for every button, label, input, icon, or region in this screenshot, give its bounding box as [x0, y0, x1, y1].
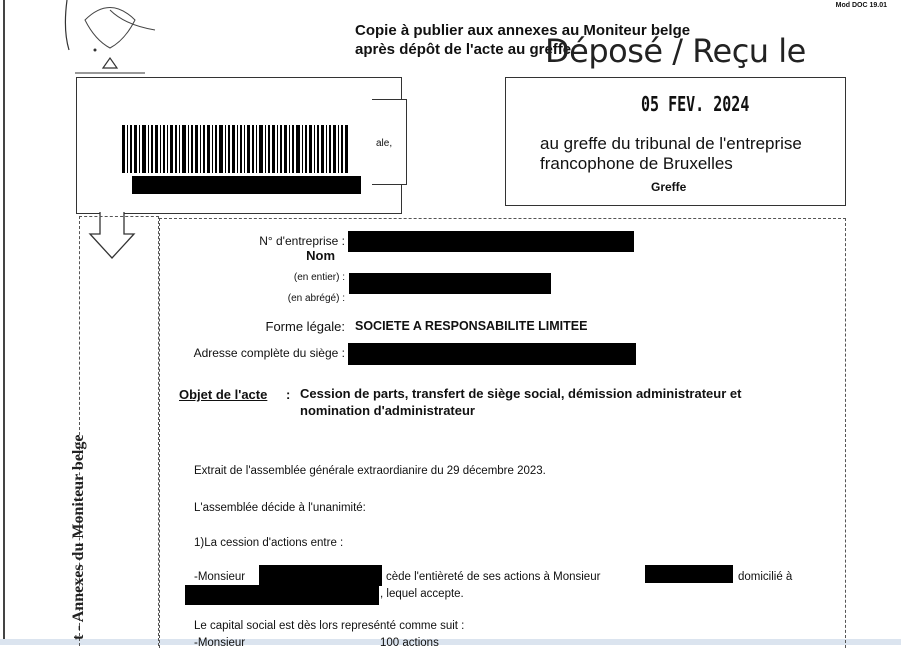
- margin-frame: [79, 216, 159, 646]
- redaction-address: [348, 343, 636, 365]
- crest-logo: [55, 0, 165, 80]
- body-cession-text: cède l'entièreté de ses actions à Monsieur: [386, 571, 601, 583]
- objet-line1: Cession de parts, transfert de siège social, démission administrateur et: [300, 386, 742, 401]
- stamp-date: 05 FEV. 2024: [641, 92, 750, 116]
- barcode: [122, 125, 362, 175]
- bracket-partial-text: ale,: [376, 138, 393, 149]
- body-p2: L'assemblée décide à l'unanimité:: [194, 502, 366, 514]
- stamp-greffe: Greffe: [651, 180, 687, 194]
- stamp-court-line2: francophone de Bruxelles: [540, 154, 733, 173]
- copy-notice-line1: Copie à publier aux annexes au Moniteur belge: [355, 22, 691, 39]
- body-p1: Extrait de l'assemblée générale extraordianire du 29 décembre 2023.: [194, 465, 546, 477]
- body-p7b: 100 actions: [380, 637, 439, 649]
- en-entier-label: (en entier) :: [293, 272, 345, 283]
- en-abrege-label: (en abrégé) :: [287, 293, 345, 304]
- enterprise-no-label: N° d'entreprise :: [259, 234, 345, 248]
- redaction-seller: [259, 565, 382, 586]
- objet-label: Objet de l'acte: [179, 387, 268, 402]
- model-reference: Mod DOC 19.01: [835, 2, 887, 9]
- adresse-label: Adresse complète du siège :: [193, 346, 345, 360]
- vertical-annex-text: t - Annexes du Moniteur belge: [70, 434, 87, 640]
- body-domicilie: domicilié à: [738, 571, 793, 583]
- copy-notice-line2: après dépôt de l'acte au greffe: [355, 41, 572, 58]
- body-p3: 1)La cession d'actions entre :: [194, 537, 344, 549]
- redaction-buyer-address: [185, 585, 379, 605]
- redaction-company-name: [349, 273, 551, 294]
- nom-label: Nom: [306, 248, 335, 263]
- objet-line2: nomination d'administrateur: [300, 403, 475, 418]
- redaction-barcode-id: [132, 176, 361, 194]
- redaction-enterprise-no: [348, 231, 634, 252]
- body-p7a: -Monsieur: [194, 637, 246, 649]
- page-edge-line: [3, 0, 5, 645]
- body-lequel-accepte: , lequel accepte.: [380, 588, 464, 600]
- forme-label: Forme légale:: [265, 319, 345, 334]
- forme-value: SOCIETE A RESPONSABILITE LIMITEE: [355, 319, 588, 333]
- redaction-buyer: [645, 565, 733, 583]
- stamp-court-line1: au greffe du tribunal de l'entreprise: [540, 134, 802, 153]
- body-p6: Le capital social est dès lors represénté comme suit :: [194, 620, 465, 632]
- objet-colon: :: [286, 387, 291, 402]
- body-monsieur-1: -Monsieur: [194, 571, 246, 583]
- stamp-title: Déposé / Reçu le: [545, 32, 806, 70]
